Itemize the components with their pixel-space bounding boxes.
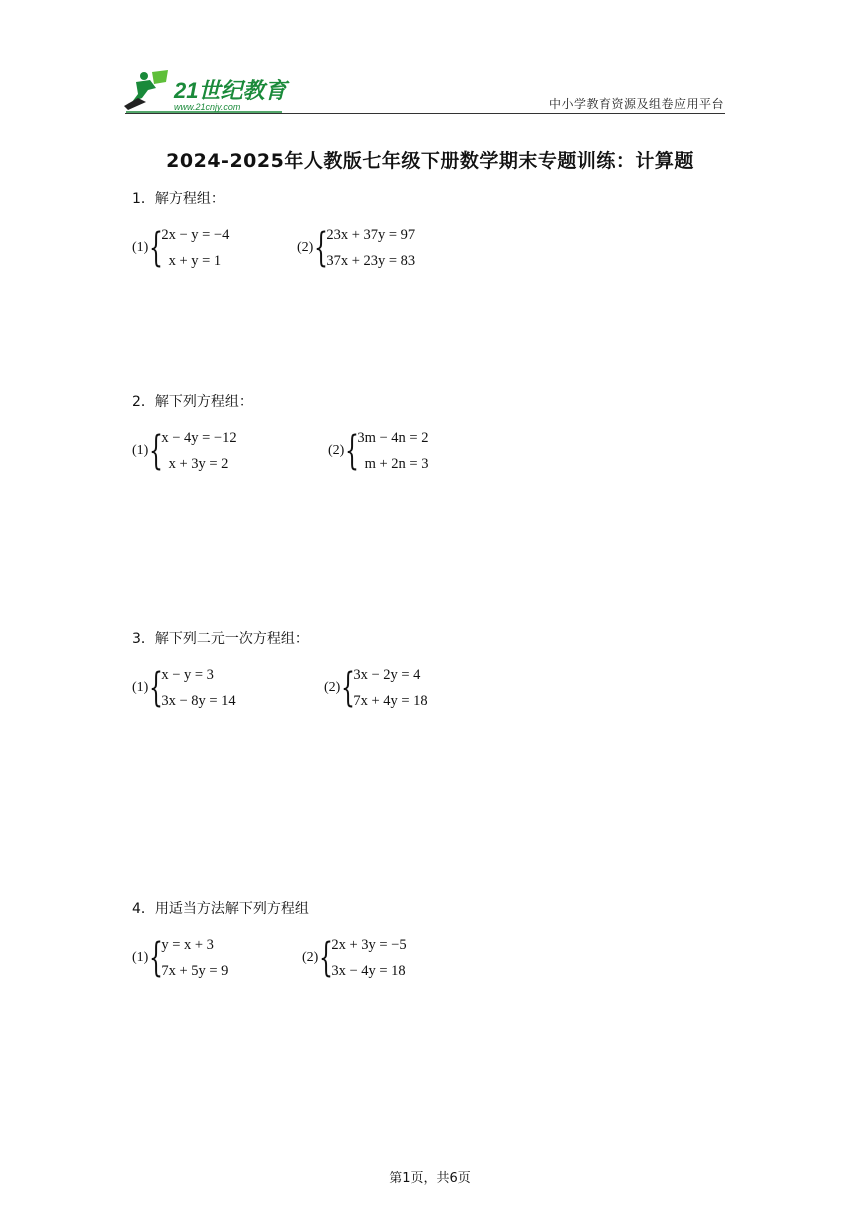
equation-line: y = x + 3 bbox=[161, 937, 214, 953]
system-4-2 bbox=[302, 934, 407, 982]
system-2-1 bbox=[132, 427, 237, 475]
equation-line: x − 4y = −12 bbox=[161, 430, 237, 446]
equation-line: 23x + 37y = 97 bbox=[326, 227, 416, 243]
left-brace-icon: { bbox=[319, 935, 334, 981]
system-4-1 bbox=[132, 934, 228, 982]
equation-line: x + y = 1 bbox=[161, 253, 222, 269]
left-brace-icon: { bbox=[149, 428, 164, 474]
left-brace-icon: { bbox=[341, 665, 356, 711]
system-2-2 bbox=[328, 427, 428, 475]
system-number: (2) bbox=[328, 443, 345, 458]
system-number: (1) bbox=[132, 950, 149, 965]
system-number: (2) bbox=[324, 680, 341, 695]
question-3-label: 3．解下列二元一次方程组： bbox=[132, 631, 309, 647]
question-4-label: 4．用适当方法解下列方程组 bbox=[132, 901, 309, 917]
equation-line: 37x + 23y = 83 bbox=[326, 253, 416, 269]
page-footer: 第1页，共6页 bbox=[389, 1171, 471, 1186]
equation-line: 2x − y = −4 bbox=[161, 227, 230, 243]
page-title: 2024-2025年人教版七年级下册数学期末专题训练：计算题 bbox=[166, 150, 694, 172]
question-2-label: 2．解下列方程组： bbox=[132, 394, 253, 410]
logo-graphic bbox=[122, 68, 292, 114]
system-1-1 bbox=[132, 224, 229, 272]
system-3-2 bbox=[324, 664, 428, 712]
logo bbox=[122, 68, 292, 114]
equation-line: m + 2n = 3 bbox=[357, 456, 429, 472]
equation-line: x − y = 3 bbox=[161, 667, 214, 683]
question-1-label: 1．解方程组： bbox=[132, 191, 225, 207]
system-3-1 bbox=[132, 664, 236, 712]
equation-line: x + 3y = 2 bbox=[161, 456, 229, 472]
left-brace-icon: { bbox=[345, 428, 360, 474]
system-number: (1) bbox=[132, 680, 149, 695]
system-number: (1) bbox=[132, 443, 149, 458]
left-brace-icon: { bbox=[149, 935, 164, 981]
left-brace-icon: { bbox=[314, 225, 329, 271]
equation-line: 3x − 2y = 4 bbox=[353, 667, 421, 683]
equation-line: 7x + 4y = 18 bbox=[353, 693, 428, 709]
system-number: (1) bbox=[132, 240, 149, 255]
left-brace-icon: { bbox=[149, 665, 164, 711]
equation-line: 3x − 8y = 14 bbox=[161, 693, 236, 709]
equation-line: 7x + 5y = 9 bbox=[161, 963, 229, 979]
equation-line: 3m − 4n = 2 bbox=[357, 430, 429, 446]
equation-line: 2x + 3y = −5 bbox=[331, 937, 407, 953]
system-number: (2) bbox=[302, 950, 319, 965]
logo-url: www.21cnjy.com bbox=[174, 102, 241, 112]
system-1-2 bbox=[297, 224, 415, 272]
site-tagline: 中小学教育资源及组卷应用平台 bbox=[548, 97, 724, 111]
left-brace-icon: { bbox=[149, 225, 164, 271]
header-rule bbox=[125, 113, 725, 114]
logo-text: 21世纪教育 bbox=[174, 78, 287, 103]
system-number: (2) bbox=[297, 240, 314, 255]
equation-line: 3x − 4y = 18 bbox=[331, 963, 406, 979]
